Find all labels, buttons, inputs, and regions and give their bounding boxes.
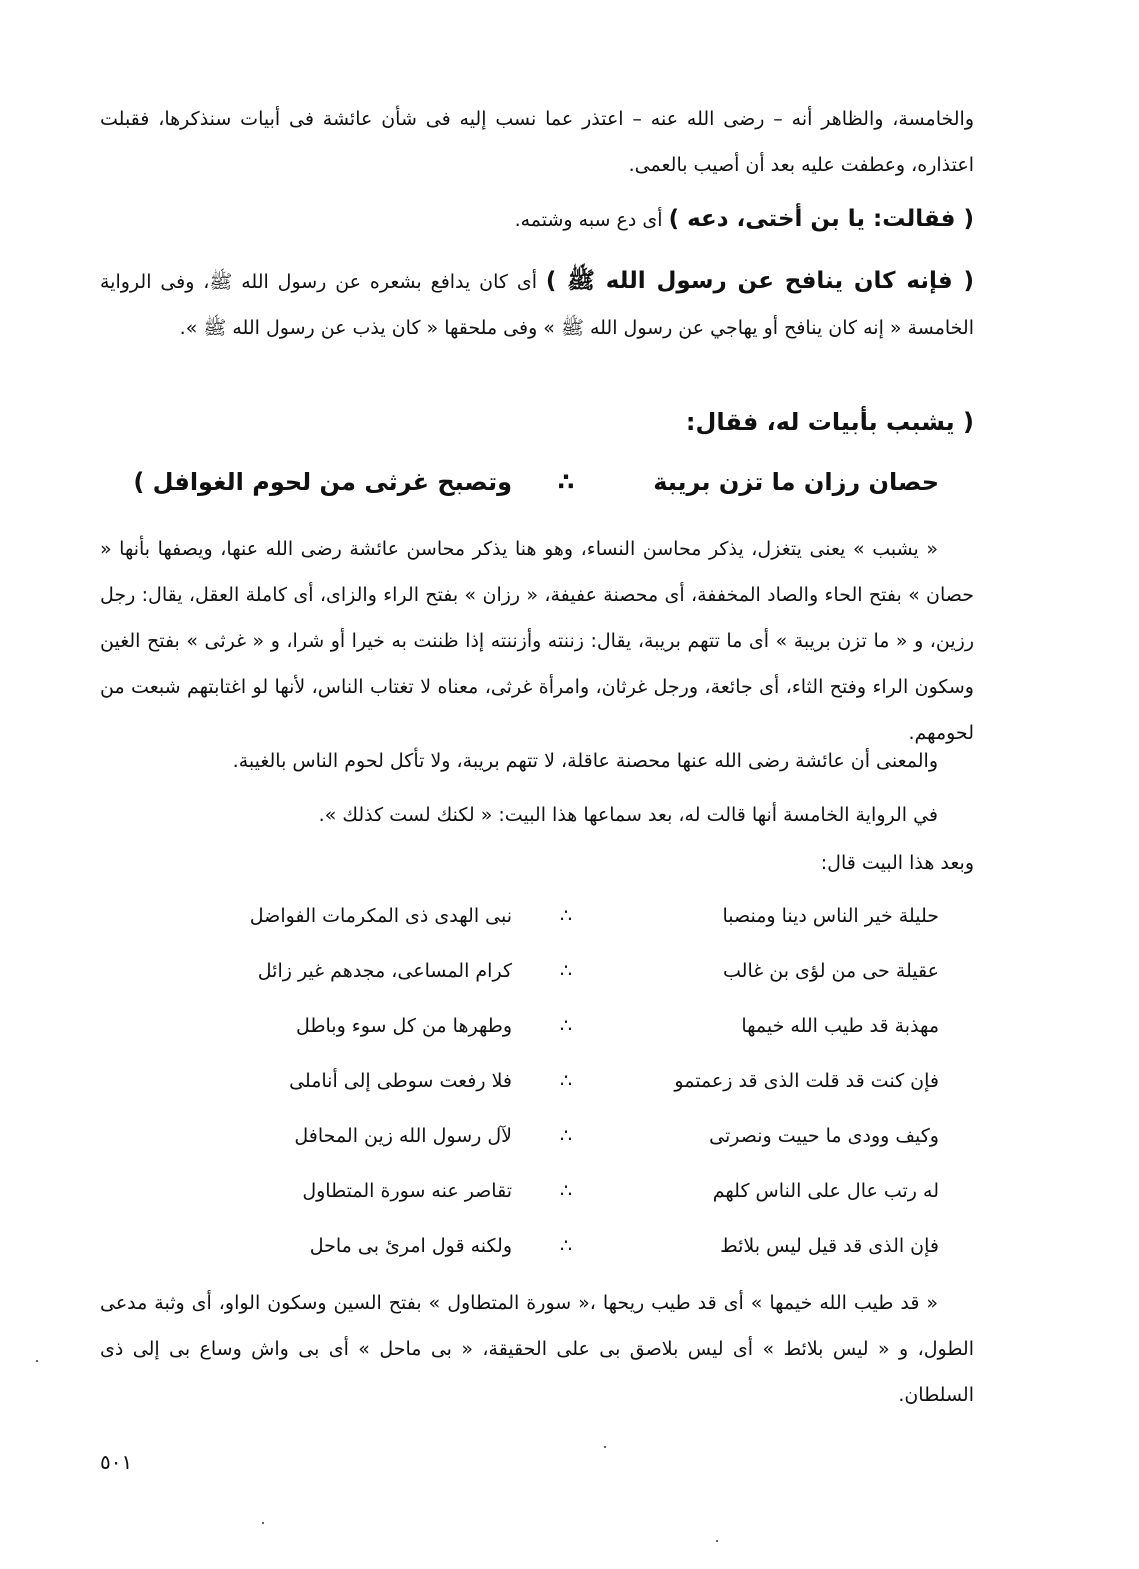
verses-intro-line: وبعد هذا البيت قال: — [820, 852, 974, 874]
verse-6-right: له رتب عال على الناس كلهم — [712, 1180, 939, 1202]
paragraph-aisha-reply: في الرواية الخامسة أنها قالت له، بعد سماعها هذا البيت: « لكنك لست كذلك ». — [318, 804, 938, 826]
verse-2-separator: ∴ — [559, 960, 573, 982]
main-verse-left: وتصبح غرثى من لحوم الغوافل ) — [133, 468, 512, 496]
verse-4-left: فلا رفعت سوطى إلى أناملى — [289, 1070, 512, 1092]
verse-7-right: فإن الذى قد قيل ليس بلائط — [720, 1235, 939, 1257]
scan-speck — [36, 1360, 38, 1362]
paragraph-explanation: « يشبب » يعنى يتغزل، يذكر محاسن النساء، وهو هنا يذكر محاسن عائشة رضى الله عنها، ويصفها بأنها « حصان » بفتح الحاء والصاد المخففة، أى محصنة عفيفة، « رزان » بفتح الراء والزاى، أى كاملة العقل، يقال: رجل رزين، و « ما تزن بريبة » أى ما تتهم بريبة، يقال: زننته وأزننته إذا ظننت به خيرا أو شرا، و « غرثى » بفتح الغين وسكون الراء وفتح الثاء، أى جائعة، ورجل غرثان، وامرأة غرثى، معناه لا تغتاب الناس، لأنها لو اغتابتهم شبعت من لحومهم. — [100, 538, 974, 744]
heading-verses-intro: ( يشبب بأبيات له، فقال: — [685, 408, 974, 436]
verse-2-left: كرام المساعى، مجدهم غير زائل — [257, 960, 512, 982]
verse-3-left: وطهرها من كل سوء وباطل — [295, 1015, 512, 1037]
scan-speck — [262, 1522, 264, 1524]
paragraph-meaning: والمعنى أن عائشة رضى الله عنها محصنة عاقلة، لا تتهم بريبة، ولا تأكل لحوم الناس بالغيبة. — [232, 750, 938, 772]
verse-4-separator: ∴ — [559, 1070, 573, 1092]
paragraph-hassan-defense — [100, 258, 974, 351]
verse-5-right: وكيف وودى ما حييت ونصرتى — [709, 1125, 939, 1147]
main-verse-separator: ∴ — [557, 468, 575, 496]
verse-5-left: لآل رسول الله زين المحافل — [294, 1125, 512, 1147]
verse-2-right: عقيلة حى من لؤى بن غالب — [723, 960, 939, 982]
verse-1-left: نبى الهدى ذى المكرمات الفواضل — [249, 905, 512, 927]
quote-bold: ( فقالت: يا بن أختى، دعه ) — [668, 206, 974, 232]
paragraph-intro: والخامسة، والظاهر أنه – رضى الله عنه – اعتذر عما نسب إليه فى شأن عائشة فى أبيات سنذكرها، فقبلت اعتذاره، وعطفت عليه بعد أن أصيب بالعمى. — [100, 108, 974, 176]
verse-6-separator: ∴ — [559, 1180, 573, 1202]
verse-1-separator: ∴ — [559, 905, 573, 927]
verse-7-separator: ∴ — [559, 1235, 573, 1257]
quote-line-aisha — [100, 206, 974, 232]
verse-7-left: ولكنه قول امرئ بى ماحل — [309, 1235, 512, 1257]
verse-6-left: تقاصر عنه سورة المتطاول — [302, 1180, 512, 1202]
verse-1-right: حليلة خير الناس دينا ومنصبا — [722, 905, 939, 927]
hadith-explanation: أى كان يدافع بشعره عن رسول الله ﷺ، وفى الرواية الخامسة « إنه كان ينافح أو يهاجي عن رسول الله ﷺ » وفى ملحقها « كان يذب عن رسول الله ﷺ ». — [100, 271, 974, 339]
page-number: ٥٠١ — [100, 1450, 133, 1474]
scan-speck — [716, 1540, 718, 1542]
hadith-quote-bold: ( فإنه كان ينافح عن رسول الله ﷺ ) — [545, 268, 974, 294]
verse-5-separator: ∴ — [559, 1125, 573, 1147]
quote-explanation: أى دع سبه وشتمه. — [514, 209, 669, 231]
verse-3-right: مهذبة قد طيب الله خيمها — [741, 1015, 939, 1037]
main-verse-right: حصان رزان ما تزن بريبة — [653, 468, 939, 496]
verse-3-separator: ∴ — [559, 1015, 573, 1037]
verse-4-right: فإن كنت قد قلت الذى قد زعمتمو — [674, 1070, 939, 1092]
paragraph-verse-glossary: « قد طيب الله خيمها » أى قد طيب ريحها ،« سورة المتطاول » بفتح السين وسكون الواو، أى وثبة مدعى الطول، و « ليس بلائط » أى ليس بلاصق بى على الحقيقة، « بى ماحل » أى بى واش وساع بى إلى ذى السلطان. — [100, 1292, 974, 1406]
scan-speck — [604, 1446, 606, 1448]
